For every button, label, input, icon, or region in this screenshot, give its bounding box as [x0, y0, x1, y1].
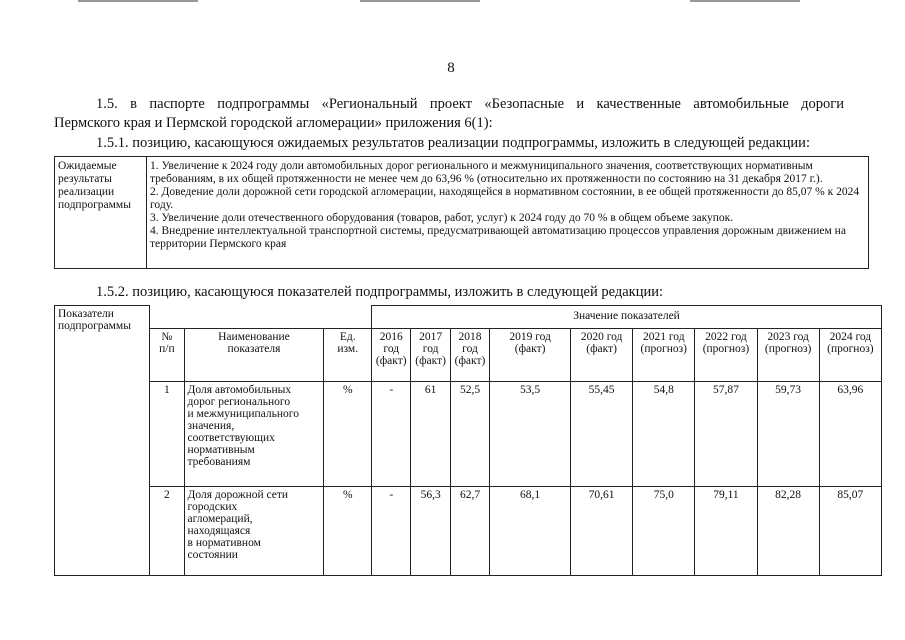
row-value: 55,45 [571, 382, 633, 487]
paragraph-1-5-1: 1.5.1. позицию, касающуюся ожидаемых результатов реализации подпрограммы, изложить в следующей редакции: [96, 135, 810, 151]
indicators-label-line: подпрограммы [58, 320, 131, 332]
paragraph-1-5-line1: 1.5. в паспорте подпрограммы «Региональный проект «Безопасные и качественные автомобильные дороги [96, 96, 844, 112]
scan-edge-line [78, 0, 198, 2]
header-year [633, 329, 695, 382]
expected-results-table [54, 156, 869, 269]
header-year-line: (факт) [375, 355, 407, 367]
header-year-line: (прогноз) [764, 343, 812, 355]
row-name-line: городских [187, 501, 238, 513]
row-unit: % [324, 487, 372, 576]
row-name-line: Доля дорожной сети [187, 489, 289, 501]
row-name-line: состоянии [187, 549, 238, 561]
row-unit: % [324, 382, 372, 487]
header-year-line: (прогноз) [702, 343, 750, 355]
header-year-line: год [383, 343, 400, 355]
header-year [695, 329, 757, 382]
header-num [150, 329, 184, 382]
row-value: 52,5 [450, 382, 489, 487]
row-name-line: значения, [187, 420, 235, 432]
results-label-line: реализации [58, 186, 115, 198]
row-value: 53,5 [490, 382, 571, 487]
header-name [184, 329, 324, 382]
result-item: 3. Увеличение доли отечественного оборудования (товаров, работ, услуг) к 2024 году до 70 % в общем объеме закупок. [150, 212, 734, 224]
row-value: 75,0 [633, 487, 695, 576]
row-name-line: требованиям [187, 456, 251, 468]
header-year-line: (факт) [454, 355, 486, 367]
paragraph-1-5-line2: Пермского края и Пермской городской агломерации» приложения 6(1): [54, 115, 493, 131]
scan-edge-line [690, 0, 800, 2]
indicators-label-line: Показатели [58, 308, 114, 320]
table-row [55, 487, 882, 576]
header-name-line: Наименование [218, 331, 290, 343]
results-content-cell [147, 157, 869, 269]
header-year-line: (прогноз) [827, 343, 874, 355]
header-year-line: 2019 год [509, 331, 551, 343]
header-unit-line: Ед. [339, 331, 356, 343]
header-year [372, 329, 411, 382]
row-name-line: Доля автомобильных [187, 384, 292, 396]
row-value: 68,1 [490, 487, 571, 576]
results-label-line: подпрограммы [58, 199, 131, 211]
row-value: 57,87 [695, 382, 757, 487]
row-name [184, 382, 324, 487]
row-name-line: и межмуниципального [187, 408, 299, 420]
header-spacer [150, 306, 372, 329]
header-year [450, 329, 489, 382]
header-year [490, 329, 571, 382]
row-name-line: дорог регионального [187, 396, 291, 408]
result-item: 2. Доведение доли дорожной сети городской агломерации, находящейся в нормативном состоянии, в ее общей протяженности до 85,07 % к 2024 году. [150, 186, 860, 211]
header-year [571, 329, 633, 382]
header-year-line: (факт) [415, 355, 446, 367]
header-year-line: 2016 [379, 331, 403, 343]
row-value: 61 [411, 382, 450, 487]
header-year-line: год [422, 343, 439, 355]
header-year-line: 2018 [458, 331, 482, 343]
table-row [55, 382, 882, 487]
row-name [184, 487, 324, 576]
table-row [55, 306, 882, 329]
header-year-line: 2017 [419, 331, 443, 343]
results-label-line: результаты [58, 173, 112, 185]
header-year-line: 2021 год [642, 331, 685, 343]
row-value: 82,28 [757, 487, 819, 576]
row-name-line: агломераций, [187, 513, 253, 525]
header-unit [324, 329, 372, 382]
header-num-line: № [161, 331, 173, 343]
row-value: 63,96 [819, 382, 881, 487]
scan-edge-line [360, 0, 480, 2]
row-value: 59,73 [757, 382, 819, 487]
results-label-cell [55, 157, 147, 269]
header-year-line: 2023 год [767, 331, 809, 343]
results-label-line: Ожидаемые [58, 160, 117, 172]
header-year [757, 329, 819, 382]
header-year-line: (факт) [514, 343, 546, 355]
row-value: 79,11 [695, 487, 757, 576]
header-year-line: 2024 год [829, 331, 872, 343]
header-num-line: п/п [159, 343, 175, 355]
page-number: 8 [447, 60, 455, 76]
header-year [411, 329, 450, 382]
result-item: 1. Увеличение к 2024 году доли автомобильных дорог регионального и межмуниципального значения, соответствующих нормативным требованиям, в их общей протяженности не менее чем до 63,96 % (относительно их протяженности по состоянию на 31 декабря 2017 г.). [150, 160, 823, 185]
header-unit-line: изм. [337, 343, 359, 355]
row-value: 70,61 [571, 487, 633, 576]
row-value: 56,3 [411, 487, 450, 576]
header-name-line: показателя [227, 343, 281, 355]
paragraph-1-5-2: 1.5.2. позицию, касающуюся показателей подпрограммы, изложить в следующей редакции: [96, 284, 664, 300]
values-group-header: Значение показателей [372, 306, 882, 329]
header-year-line: 2020 год [580, 331, 623, 343]
header-year-line: 2022 год [705, 331, 747, 343]
indicators-label-cell [55, 306, 150, 576]
header-year-line: (факт) [586, 343, 617, 355]
row-value: - [372, 382, 411, 487]
table-row [55, 329, 882, 382]
row-num: 2 [150, 487, 184, 576]
row-value: 62,7 [450, 487, 489, 576]
row-name-line: находящаяся [187, 525, 251, 537]
row-num: 1 [150, 382, 184, 487]
header-year-line: (прогноз) [640, 343, 688, 355]
indicators-table [54, 305, 882, 576]
header-year-line: год [462, 343, 478, 355]
header-year [819, 329, 881, 382]
table-row [55, 157, 869, 269]
row-name-line: соответствующих [187, 432, 275, 444]
row-value: - [372, 487, 411, 576]
row-name-line: нормативным [187, 444, 255, 456]
result-item: 4. Внедрение интеллектуальной транспортной системы, предусматривающей автоматизацию процессов управления дорожным движением на территории Пермского края [150, 225, 846, 250]
row-value: 85,07 [819, 487, 881, 576]
row-name-line: в нормативном [187, 537, 261, 549]
row-value: 54,8 [633, 382, 695, 487]
